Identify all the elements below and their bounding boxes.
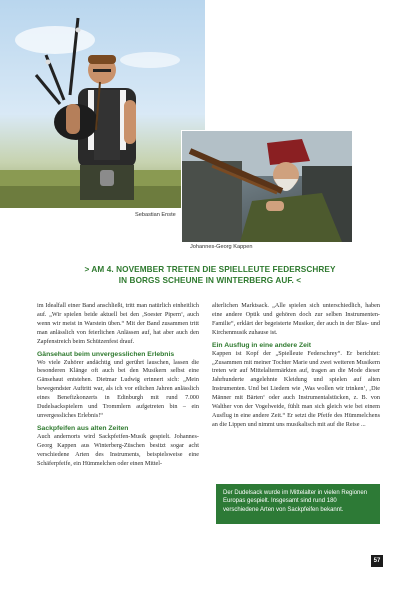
photo-medieval-musician: [181, 130, 353, 243]
info-box: [216, 484, 380, 524]
section-heading: Ein Ausflug in eine andere Zeit: [212, 341, 312, 349]
paragraph: Wo viele Zuhörer andächtig und gerührt lauschen, lassen die besonderen Klänge oft auch bei den Musikern selbst eine Gänsehaut entstehen. Dietmar Ludwig erinnert sich: „Mein bewegendster Auftritt war, als ich vor etlichen Jahren anlässlich eines Benefizkonzerts in Edinburgh mit rund 7.000 Dudelsackspielern und Trommlern aufgetreten bin – ein unvergessliches Erlebnis!“: [37, 358, 199, 419]
section-heading: Sackpfeifen aus alten Zeiten: [37, 424, 129, 432]
medieval-musician-illustration: [182, 131, 352, 242]
info-box-text: Der Dudelsack wurde im Mittelalter in vielen Regionen Europas gespielt. Insgesamt sind rund 180 verschiedene Arten von Sackpfeifen bekannt.: [223, 490, 368, 513]
text-column-right: [212, 302, 380, 430]
headline-line-1: > AM 4. NOVEMBER TRETEN DIE SPIELLEUTE FEDERSCHREY: [84, 265, 336, 274]
bagpiper-illustration: [0, 0, 205, 208]
page-number: 57: [371, 555, 383, 567]
photo-caption-right: Johannes-Georg Kappen: [190, 244, 253, 250]
photo-caption-left: Sebastian Enste: [135, 212, 176, 218]
headline-line-2: IN BORGS SCHEUNE IN WINTERBERG AUF. <: [118, 276, 302, 285]
paragraph: alterlichen Marktsack. „Alle spielen sich unterschiedlich, haben eine andere Optik und gehören doch zur selben Instrumenten-Familie“, erklärt der begeisterte Musiker, der auch in der Blas- und Kirchenmusik zuhause ist.: [212, 302, 380, 336]
paragraph: im Idealfall einer Band anschließt, tritt man natürlich einheitlich auf. „Wir spielen beide aktuell bei den ‚Soester Pipern‘, auch wenn wir meist in Warstein üben.“ Mit der Band zusammen tritt man anlässlich von feierlichen Anlässen auf, hat aber auch den Zapfenstreich beim Schützenfest drauf.: [37, 302, 199, 345]
section-heading: Gänsehaut beim unvergesslichen Erlebnis: [37, 350, 175, 358]
paragraph: Auch andernorts wird Sackpfeifen-Musik gespielt. Johannes-Georg Kappen aus Winterberg-Züschen besitzt sogar acht verschiedene Arten des Instruments, beispielsweise eine Schäferpfeife, ein Hümmelchen oder einen Mittel-: [37, 432, 199, 467]
text-column-left: [37, 302, 199, 469]
photo-bagpiper: [0, 0, 205, 208]
paragraph: Kappen ist Kopf der „Spielleute Federschrey“. Er berichtet: „Zusammen mit meiner Tochter Marie und zwei weiteren Musikern treten wir auf Mittelaltermärkten auf, tragen an die Mode dieser Jahrhunderte angelehnte Kleidung und spielen auf alten Instrumenten. Und bei Liedern wie ‚Was wollen wir trinken‘, ‚Die Männer mit Bärten‘ oder auch Instrumentalstücken, z. B. von Walther von der Vogelweide, fühlt man sich gleich wie bei einem Ausflug in eine andere Zeit.“ Er setzt die Pfeife des Hümmelchens an die Lippen und nimmt uns musikalisch mit auf die Reise ...: [212, 349, 380, 428]
headline-quote: [40, 264, 380, 286]
